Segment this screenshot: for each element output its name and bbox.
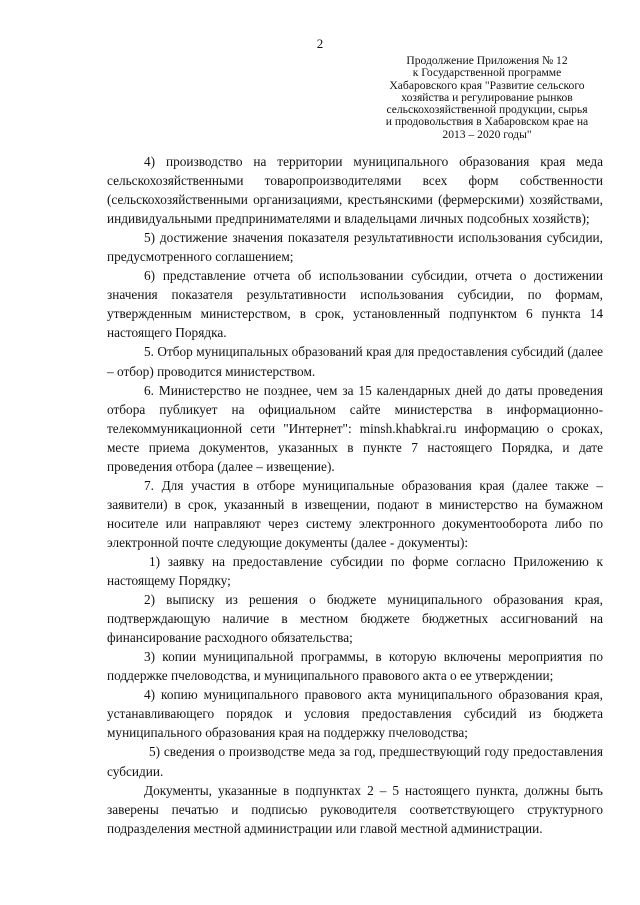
header-line: 2013 – 2020 годы" (442, 127, 532, 141)
paragraph-item-5: 5. Отбор муниципальных образований края для предоставления субсидий (далее – отбор) проводится министерством. (107, 344, 603, 379)
document-body (107, 152, 603, 838)
paragraph-item-7: 7. Для участия в отборе муниципальные образования края (далее также – заявители) в срок, указанный в извещении, подают в министерство на бумажном носителе или направляют через систему электронного документооборота либо по электронной почте следующие документы (далее - документы): (107, 477, 603, 550)
paragraph-documents-note: Документы, указанные в подпунктах 2 – 5 настоящего пункта, должны быть заверены печатью и подписью руководителя соответствующего структурного подразделения местной администрации или главой местной администрации. (107, 782, 603, 836)
header-line: сельскохозяйственной продукции, сырья (386, 103, 588, 117)
paragraph-subitem-4: 4) производство на территории муниципального образования края меда сельскохозяйственными товаропроизводителями всех форм собственности (сельскохозяйственными организациями, крестьянскими (фермерскими) хозяйствами, индивидуальными предпринимателями и владельцами личных подсобных хозяйств); (107, 154, 603, 227)
paragraph-doc-4: 4) копию муниципального правового акта муниципального образования края, устанавливающего порядок и условия предоставления субсидий из бюджета муниципального образования края на поддержку пчеловодства; (107, 687, 603, 741)
paragraph-doc-2: 2) выписку из решения о бюджете муниципального образования края, подтверждающую наличие в местном бюджете бюджетных ассигнований на финансирование расходного обязательства; (107, 592, 603, 646)
paragraph-subitem-5: 5) достижение значения показателя результативности использования субсидии, предусмотренного соглашением; (107, 230, 603, 265)
appendix-header (371, 55, 603, 141)
header-line: к Государственной программе (412, 66, 562, 80)
page-number: 2 (316, 36, 324, 51)
header-line: Хабаровского края "Развитие сельского (389, 78, 585, 92)
header-line: Продолжение Приложения № 12 (406, 54, 568, 67)
paragraph-doc-3: 3) копии муниципальной программы, в которую включены мероприятия по поддержке пчеловодства, и муниципального правового акта о ее утверждении; (107, 649, 603, 684)
header-line: и продовольствия в Хабаровском крае на (385, 115, 589, 129)
paragraph-doc-5: 5) сведения о производстве меда за год, предшествующий году предоставления субсидии. (107, 744, 603, 779)
header-line: хозяйства и регулирование рынков (401, 90, 573, 104)
paragraph-subitem-6: 6) представление отчета об использовании субсидии, отчета о достижении значения показателя результативности использования субсидии, по формам, утвержденным министерством, в срок, установленный подпунктом 6 пункта 14 настоящего Порядка. (107, 268, 603, 341)
paragraph-item-6: 6. Министерство не позднее, чем за 15 календарных дней до даты проведения отбора публикует на официальном сайте министерства в информационно-телекоммуникационной сети "Интернет": minsh.khabkrai.ru информацию о сроках, месте приема документов, указанных в пункте 7 настоящего Порядка, и дате проведения отбора (далее – извещение). (107, 382, 603, 474)
paragraph-doc-1: 1) заявку на предоставление субсидии по форме согласно Приложению к настоящему Порядку; (107, 553, 603, 589)
